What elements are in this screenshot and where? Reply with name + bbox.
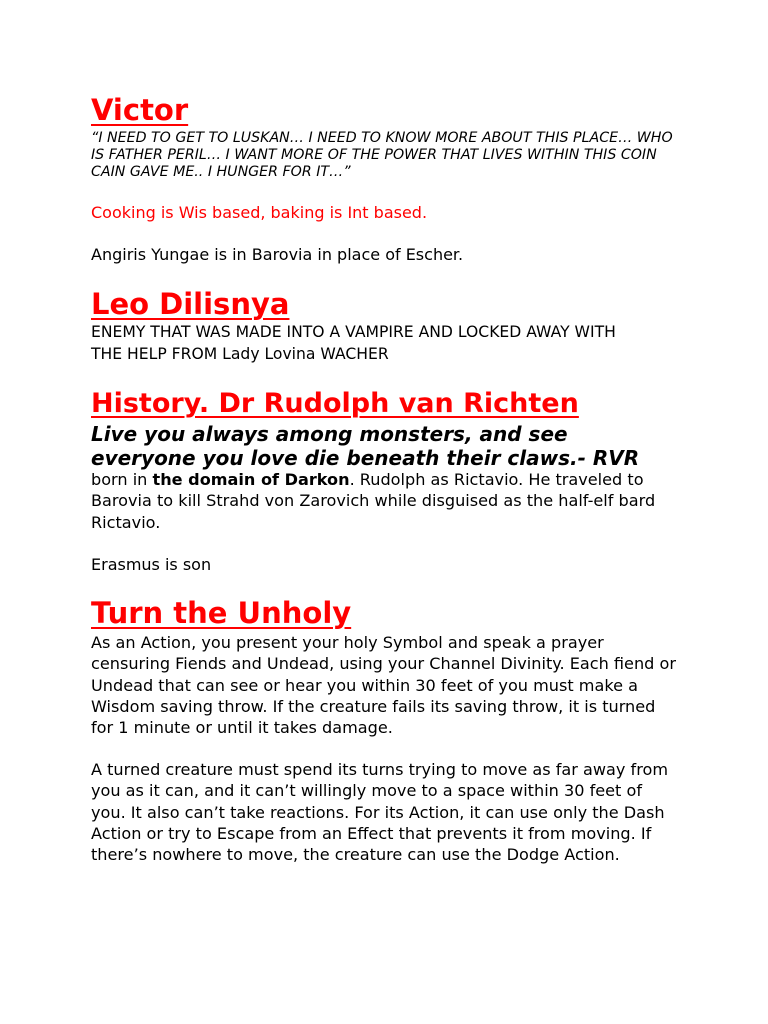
born-domain: the domain of Darkon	[152, 470, 350, 489]
history-born	[91, 469, 676, 533]
heading-history: History. Dr Rudolph van Richten	[91, 388, 579, 419]
turn-para1: As an Action, you present your holy Symbol and speak a prayer censuring Fiends and Undead, using your Channel Divinity. Each fiend or Undead that can see or hear you within 30 feet of you must make a Wisdom saving throw. If the creature fails its saving throw, it is turned for 1 minute or until it takes damage.	[91, 633, 676, 738]
born-rest: . Rudolph as Rictavio. He traveled to Barovia to kill Strahd von Zarovich while disguised as the half-elf bard Rictavio.	[91, 470, 656, 532]
victor-note: Cooking is Wis based, baking is Int based.	[91, 203, 428, 222]
heading-turn: Turn the Unholy	[91, 596, 352, 630]
born-prefix: born in	[91, 470, 153, 489]
heading-victor: Victor	[91, 93, 189, 127]
leo-text: ENEMY THAT WAS MADE INTO A VAMPIRE AND LOCKED AWAY WITH THE HELP FROM Lady Lovina WACHER	[91, 323, 616, 363]
turn-para2: A turned creature must spend its turns trying to move as far away from you as it can, and it can’t willingly move to a space within 30 feet of you. It also can’t take reactions. For its Action, it can use only the Dash Action or try to Escape from an Effect that prevents it from moving. If there’s nowhere to move, the creature can use the Dodge Action.	[91, 760, 669, 865]
heading-leo: Leo Dilisnya	[91, 287, 290, 321]
history-erasmus: Erasmus is son	[91, 555, 212, 574]
history-quote: Live you always among monsters, and see everyone you love die beneath their claws.- RVR	[91, 422, 640, 470]
victor-line: Angiris Yungae is in Barovia in place of Escher.	[91, 245, 464, 264]
victor-quote: “I NEED TO GET TO LUSKAN… I NEED TO KNOW MORE ABOUT THIS PLACE… WHO IS FATHER PERIL… I WANT MORE OF THE POWER THAT LIVES WITHIN THIS COIN CAIN GAVE ME.. I HUNGER FOR IT…”	[91, 130, 673, 180]
